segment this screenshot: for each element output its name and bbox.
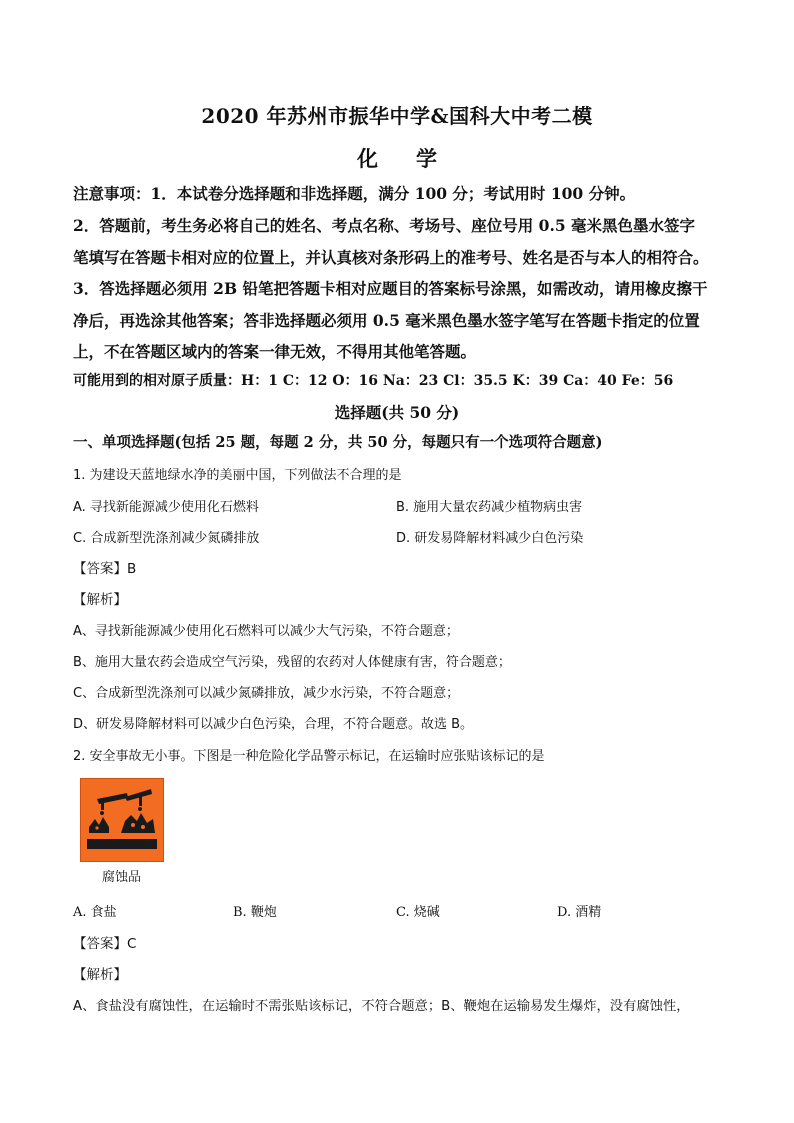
notes-line-6: 上，不在答题区域内的答案一律无效，不得用其他笔答题。	[73, 342, 477, 361]
part-one-heading: 一、单项选择题(包括 25 题，每题 2 分，共 50 分，每题只有一个选项符合题意)	[73, 434, 603, 451]
question-1-stem: 1. 为建设天蓝地绿水净的美丽中国，下列做法不合理的是	[73, 468, 402, 483]
question-2-option-a: A. 食盐	[73, 905, 117, 920]
atomic-mass-line: 可能用到的相对原子质量：H：1 C：12 O：16 Na：23 Cl：35.5 K：39 Ca：40 Fe：56	[73, 373, 674, 389]
question-1-option-a: A. 寻找新能源减少使用化石燃料	[73, 500, 259, 515]
notes-line-4: 3．答选择题必须用 2B 铅笔把答题卡相对应题目的答案标号涂黑，如需改动，请用橡皮擦干	[73, 279, 708, 298]
notes-line-3: 笔填写在答题卡相对应的位置上，并认真核对条形码上的准考号、姓名是否与本人的相符合。	[73, 248, 709, 267]
question-2-answer: 【答案】C	[73, 936, 137, 952]
notes-line-1: 注意事项：1．本试卷分选择题和非选择题，满分 100 分；考试用时 100 分钟。	[73, 184, 636, 203]
question-1-option-c: C. 合成新型洗涤剂减少氮磷排放	[73, 531, 260, 546]
question-2-analysis-tag: 【解析】	[73, 967, 127, 983]
question-1-explanation-b: B、施用大量农药会造成空气污染，残留的农药对人体健康有害，符合题意；	[73, 655, 511, 670]
notes-line-5: 净后，再选涂其他答案；答非选择题必须用 0.5 毫米黑色墨水签字笔写在答题卡指定的位置	[73, 311, 700, 330]
section-heading: 选择题(共 50 分)	[334, 403, 460, 422]
question-2-option-d: D. 酒精	[557, 905, 602, 920]
question-1-explanation-c: C、合成新型洗涤剂可以减少氮磷排放，减少水污染，不符合题意；	[73, 686, 460, 701]
question-1-option-b: B. 施用大量农药减少植物病虫害	[396, 500, 583, 515]
question-1-explanation-d: D、研发易降解材料可以减少白色污染，合理，不符合题意。故选 B。	[73, 717, 474, 732]
notes-line-2: 2．答题前，考生务必将自己的姓名、考点名称、考场号、座位号用 0.5 毫米黑色墨水签字	[73, 216, 696, 235]
hazard-image-label: 腐蚀品	[102, 870, 142, 885]
corrosive-hazard-icon	[80, 778, 164, 862]
question-1-answer: 【答案】B	[73, 561, 137, 577]
subject-title: 化学	[357, 146, 475, 171]
question-1-explanation-a: A、寻找新能源减少使用化石燃料可以减少大气污染，不符合题意；	[73, 624, 459, 639]
question-2-explanation-a: A、食盐没有腐蚀性，在运输时不需张贴该标记，不符合题意；B、鞭炮在运输易发生爆炸，没有腐蚀性，	[73, 999, 690, 1014]
question-2-option-c: C. 烧碱	[396, 905, 440, 920]
question-2-stem: 2. 安全事故无小事。下图是一种危险化学品警示标记，在运输时应张贴该标记的是	[73, 749, 545, 764]
question-1-analysis-tag: 【解析】	[73, 592, 127, 608]
exam-title: 2020 年苏州市振华中学&国科大中考二模	[201, 104, 593, 128]
question-2-option-b: B. 鞭炮	[233, 905, 277, 920]
question-1-option-d: D. 研发易降解材料减少白色污染	[396, 531, 584, 546]
